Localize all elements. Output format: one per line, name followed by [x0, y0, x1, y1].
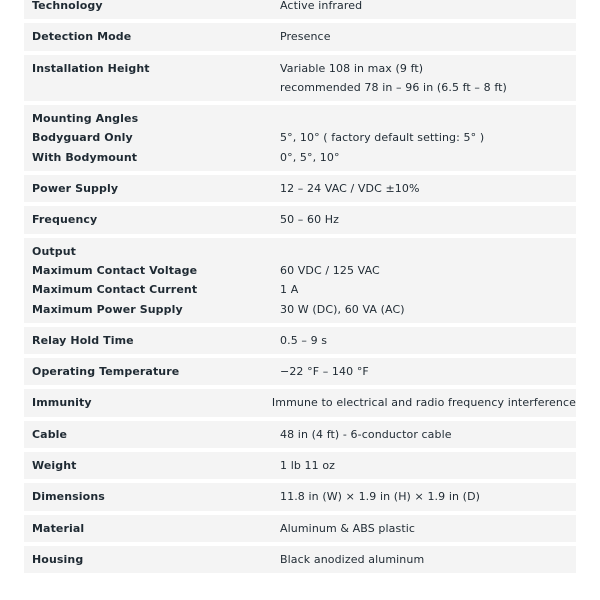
spec-row [24, 206, 576, 237]
spec-value [280, 425, 576, 444]
spec-value-line: 12 – 24 VAC / VDC ±10% [280, 182, 420, 196]
spec-value-line: −22 °F – 140 °F [280, 365, 369, 379]
spec-label-line: Installation Height [32, 61, 150, 75]
spec-value [272, 393, 576, 412]
spec-label-line: Detection Mode [32, 30, 132, 44]
spec-label-line: Maximum Power Supply [32, 302, 183, 316]
spec-label-line: Maximum Contact Voltage [32, 263, 198, 277]
spec-value-line: Black anodized aluminum [280, 552, 425, 566]
spec-label-line: Bodyguard Only [32, 131, 133, 145]
spec-label [24, 425, 280, 444]
spec-label [24, 210, 280, 229]
spec-label-line: Technology [32, 0, 103, 12]
spec-row [24, 55, 576, 106]
spec-value [280, 331, 576, 350]
spec-label-line: Frequency [32, 213, 98, 227]
spec-value [280, 550, 576, 569]
spec-value-line: Presence [280, 30, 331, 44]
spec-label [24, 393, 272, 412]
spec-label-line: Weight [32, 459, 77, 473]
spec-value-line: Active infrared [280, 0, 363, 12]
spec-value [280, 456, 576, 475]
spec-row [24, 0, 576, 23]
spec-row [24, 175, 576, 206]
spec-row [24, 23, 576, 54]
spec-row [24, 483, 576, 514]
spec-value-line: Variable 108 in max (9 ft) [280, 61, 424, 75]
spec-label-line [32, 78, 280, 97]
spec-value [280, 179, 576, 198]
spec-value-line: 0°, 5°, 10° [280, 150, 340, 164]
spec-value [280, 27, 576, 46]
spec-label [24, 0, 280, 15]
spec-value [280, 487, 576, 506]
spec-label [24, 59, 280, 98]
spec-value [280, 0, 576, 15]
spec-value [280, 109, 576, 167]
spec-value-line: 30 W (DC), 60 VA (AC) [280, 302, 405, 316]
spec-label-line: Material [32, 521, 85, 535]
spec-value-line: 60 VDC / 125 VAC [280, 263, 380, 277]
spec-value-line: 11.8 in (W) × 1.9 in (H) × 1.9 in (D) [280, 490, 481, 504]
spec-label [24, 27, 280, 46]
spec-value-line: 48 in (4 ft) - 6-conductor cable [280, 427, 452, 441]
spec-label-line: Cable [32, 427, 68, 441]
spec-row [24, 105, 576, 175]
spec-label-line: Housing [32, 552, 84, 566]
spec-label-line: Maximum Contact Current [32, 283, 198, 297]
spec-row [24, 358, 576, 389]
spec-value-line: Aluminum & ABS plastic [280, 521, 416, 535]
spec-value-line: 0.5 – 9 s [280, 333, 328, 347]
spec-row [24, 421, 576, 452]
spec-value-line: 5°, 10° ( factory default setting: 5° ) [280, 131, 485, 145]
spec-value-line: recommended 78 in – 96 in (6.5 ft – 8 ft) [280, 80, 507, 94]
spec-row [24, 389, 576, 420]
spec-value [280, 242, 576, 319]
spec-value-line [280, 109, 576, 128]
spec-label [24, 519, 280, 538]
spec-label-line: With Bodymount [32, 150, 138, 164]
spec-label [24, 456, 280, 475]
spec-value-line: 50 – 60 Hz [280, 213, 340, 227]
spec-label-line: Power Supply [32, 182, 119, 196]
spec-label-line: Dimensions [32, 490, 105, 504]
specifications-table [24, 0, 576, 577]
spec-label-line: Operating Temperature [32, 365, 180, 379]
spec-label-line: Output [32, 244, 77, 258]
spec-value [280, 210, 576, 229]
spec-row [24, 515, 576, 546]
spec-value-line: Immune to electrical and radio frequency interference [271, 396, 576, 410]
spec-row [24, 546, 576, 577]
spec-label [24, 362, 280, 381]
spec-label [24, 550, 280, 569]
spec-value-line: 1 lb 11 oz [280, 459, 336, 473]
spec-value-line [280, 242, 576, 261]
spec-value [280, 59, 576, 98]
spec-label-line: Relay Hold Time [32, 333, 134, 347]
spec-label [24, 487, 280, 506]
spec-value [280, 362, 576, 381]
spec-value-line: 1 A [280, 283, 299, 297]
spec-row [24, 452, 576, 483]
spec-label [24, 242, 280, 319]
spec-label [24, 179, 280, 198]
spec-label-line: Immunity [32, 396, 92, 410]
spec-value [280, 519, 576, 538]
spec-row [24, 327, 576, 358]
spec-label-line: Mounting Angles [32, 112, 139, 126]
spec-row [24, 238, 576, 327]
spec-label [24, 109, 280, 167]
spec-label [24, 331, 280, 350]
